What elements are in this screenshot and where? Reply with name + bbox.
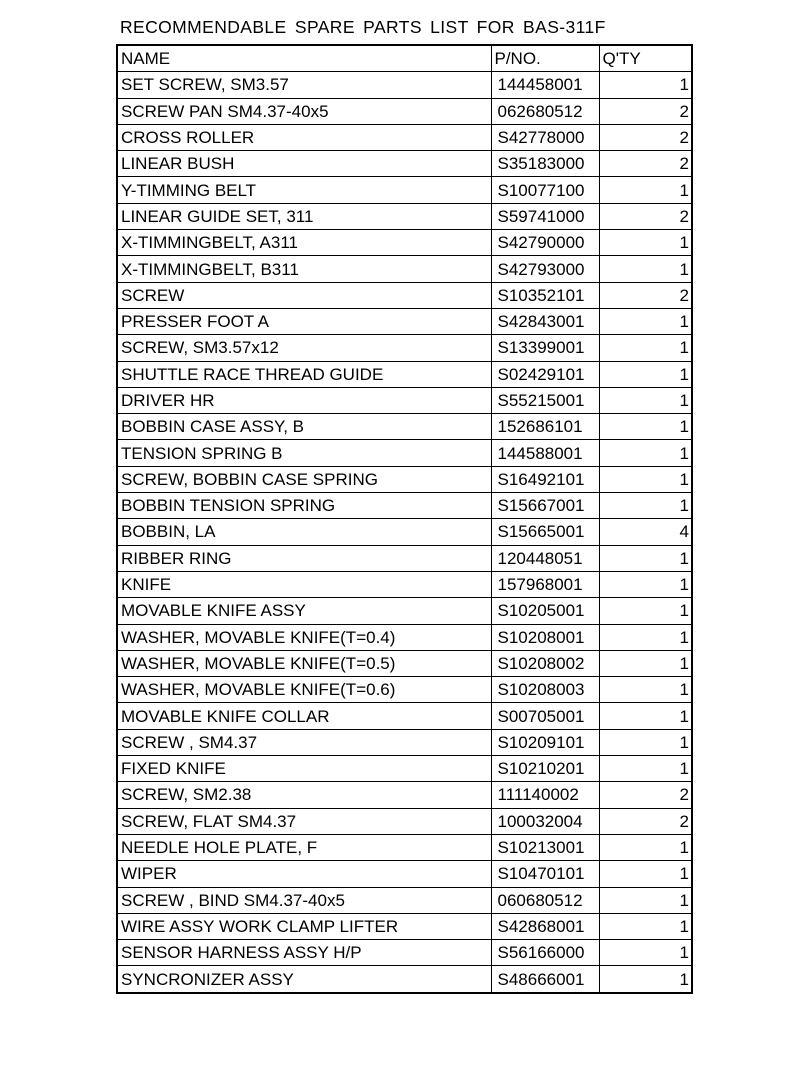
table-row	[117, 861, 692, 887]
table-row	[117, 203, 692, 229]
part-name-cell: WASHER, MOVABLE KNIFE(T=0.4)	[117, 624, 491, 650]
part-name-cell: MOVABLE KNIFE COLLAR	[117, 703, 491, 729]
part-name-cell: KNIFE	[117, 571, 491, 597]
part-number-cell: S42868001	[491, 913, 599, 939]
part-number-cell: S10205001	[491, 598, 599, 624]
spare-parts-table	[116, 44, 693, 994]
part-name-cell: TENSION SPRING B	[117, 440, 491, 466]
part-name-cell: BOBBIN CASE ASSY, B	[117, 414, 491, 440]
part-name-cell: DRIVER HR	[117, 387, 491, 413]
quantity-cell: 1	[599, 177, 692, 203]
quantity-cell: 1	[599, 230, 692, 256]
table-row	[117, 440, 692, 466]
quantity-cell: 2	[599, 124, 692, 150]
part-number-cell: 120448051	[491, 545, 599, 571]
part-name-cell: X-TIMMINGBELT, A311	[117, 230, 491, 256]
quantity-cell: 1	[599, 940, 692, 966]
part-number-cell: S42790000	[491, 230, 599, 256]
part-name-cell: SCREW, BOBBIN CASE SPRING	[117, 466, 491, 492]
quantity-cell: 1	[599, 650, 692, 676]
quantity-cell: 1	[599, 361, 692, 387]
table-row	[117, 887, 692, 913]
quantity-cell: 2	[599, 98, 692, 124]
part-name-cell: SCREW PAN SM4.37-40x5	[117, 98, 491, 124]
part-name-cell: LINEAR GUIDE SET, 311	[117, 203, 491, 229]
quantity-cell: 1	[599, 335, 692, 361]
quantity-cell: 1	[599, 966, 692, 993]
quantity-cell: 1	[599, 887, 692, 913]
quantity-cell: 1	[599, 703, 692, 729]
table-row	[117, 308, 692, 334]
part-name-cell: PRESSER FOOT A	[117, 308, 491, 334]
table-row	[117, 177, 692, 203]
quantity-cell: 1	[599, 387, 692, 413]
table-row	[117, 361, 692, 387]
part-number-cell: S02429101	[491, 361, 599, 387]
part-number-cell: S48666001	[491, 966, 599, 993]
part-name-cell: NEEDLE HOLE PLATE, F	[117, 834, 491, 860]
part-number-cell: S10210201	[491, 756, 599, 782]
quantity-cell: 1	[599, 756, 692, 782]
table-row	[117, 493, 692, 519]
quantity-cell: 2	[599, 151, 692, 177]
part-number-cell: S42778000	[491, 124, 599, 150]
part-number-cell: S00705001	[491, 703, 599, 729]
part-number-cell: S10208001	[491, 624, 599, 650]
quantity-cell: 2	[599, 203, 692, 229]
part-number-cell: S56166000	[491, 940, 599, 966]
part-number-cell: S10208003	[491, 677, 599, 703]
table-row	[117, 624, 692, 650]
part-name-cell: WASHER, MOVABLE KNIFE(T=0.6)	[117, 677, 491, 703]
quantity-cell: 1	[599, 861, 692, 887]
table-row	[117, 98, 692, 124]
quantity-cell: 1	[599, 729, 692, 755]
part-name-cell: BOBBIN, LA	[117, 519, 491, 545]
table-row	[117, 124, 692, 150]
table-row	[117, 729, 692, 755]
part-number-cell: S10077100	[491, 177, 599, 203]
part-name-cell: Y-TIMMING BELT	[117, 177, 491, 203]
part-number-cell: S35183000	[491, 151, 599, 177]
table-row	[117, 598, 692, 624]
quantity-cell: 1	[599, 624, 692, 650]
quantity-cell: 1	[599, 256, 692, 282]
quantity-cell: 1	[599, 677, 692, 703]
part-number-cell: S42793000	[491, 256, 599, 282]
quantity-cell: 4	[599, 519, 692, 545]
part-name-cell: SCREW, FLAT SM4.37	[117, 808, 491, 834]
table-row	[117, 335, 692, 361]
table-row	[117, 571, 692, 597]
quantity-cell: 1	[599, 598, 692, 624]
table-row	[117, 756, 692, 782]
table-row	[117, 940, 692, 966]
quantity-cell: 1	[599, 913, 692, 939]
table-row	[117, 72, 692, 98]
part-name-cell: X-TIMMINGBELT, B311	[117, 256, 491, 282]
part-name-cell: WASHER, MOVABLE KNIFE(T=0.5)	[117, 650, 491, 676]
quantity-cell: 1	[599, 834, 692, 860]
column-header-name: NAME	[117, 45, 491, 72]
part-name-cell: WIPER	[117, 861, 491, 887]
quantity-cell: 2	[599, 808, 692, 834]
part-number-cell: S15665001	[491, 519, 599, 545]
column-header-part-no: P/NO.	[491, 45, 599, 72]
quantity-cell: 2	[599, 782, 692, 808]
table-row	[117, 256, 692, 282]
table-row	[117, 966, 692, 993]
part-number-cell: 100032004	[491, 808, 599, 834]
part-number-cell: 144588001	[491, 440, 599, 466]
quantity-cell: 1	[599, 545, 692, 571]
quantity-cell: 1	[599, 72, 692, 98]
document-title: RECOMMENDABLE SPARE PARTS LIST FOR BAS-311F	[120, 17, 606, 37]
part-name-cell: MOVABLE KNIFE ASSY	[117, 598, 491, 624]
table-row	[117, 808, 692, 834]
table-row	[117, 677, 692, 703]
part-name-cell: FIXED KNIFE	[117, 756, 491, 782]
table-body	[117, 72, 692, 993]
table-row	[117, 414, 692, 440]
table-row	[117, 519, 692, 545]
quantity-cell: 1	[599, 414, 692, 440]
table-header-row	[117, 45, 692, 72]
part-name-cell: SENSOR HARNESS ASSY H/P	[117, 940, 491, 966]
part-number-cell: S15667001	[491, 493, 599, 519]
part-number-cell: S42843001	[491, 308, 599, 334]
table-row	[117, 782, 692, 808]
table-row	[117, 282, 692, 308]
table-row	[117, 545, 692, 571]
column-header-qty: Q'TY	[599, 45, 692, 72]
part-name-cell: SCREW, SM2.38	[117, 782, 491, 808]
table-row	[117, 151, 692, 177]
part-number-cell: S16492101	[491, 466, 599, 492]
table-row	[117, 703, 692, 729]
part-name-cell: SCREW , BIND SM4.37-40x5	[117, 887, 491, 913]
table-row	[117, 387, 692, 413]
part-number-cell: S13399001	[491, 335, 599, 361]
part-number-cell: S10352101	[491, 282, 599, 308]
part-number-cell: 060680512	[491, 887, 599, 913]
quantity-cell: 1	[599, 440, 692, 466]
part-number-cell: 152686101	[491, 414, 599, 440]
table-row	[117, 650, 692, 676]
part-name-cell: SCREW , SM4.37	[117, 729, 491, 755]
part-number-cell: S59741000	[491, 203, 599, 229]
part-number-cell: 111140002	[491, 782, 599, 808]
table-row	[117, 466, 692, 492]
part-name-cell: SHUTTLE RACE THREAD GUIDE	[117, 361, 491, 387]
part-number-cell: S10209101	[491, 729, 599, 755]
part-name-cell: CROSS ROLLER	[117, 124, 491, 150]
part-number-cell: S10470101	[491, 861, 599, 887]
table-row	[117, 230, 692, 256]
table-row	[117, 913, 692, 939]
part-number-cell: 157968001	[491, 571, 599, 597]
part-name-cell: SYNCRONIZER ASSY	[117, 966, 491, 993]
quantity-cell: 1	[599, 466, 692, 492]
quantity-cell: 2	[599, 282, 692, 308]
part-number-cell: 062680512	[491, 98, 599, 124]
part-number-cell: S10213001	[491, 834, 599, 860]
part-number-cell: S10208002	[491, 650, 599, 676]
quantity-cell: 1	[599, 571, 692, 597]
part-name-cell: LINEAR BUSH	[117, 151, 491, 177]
quantity-cell: 1	[599, 308, 692, 334]
part-name-cell: SET SCREW, SM3.57	[117, 72, 491, 98]
part-name-cell: WIRE ASSY WORK CLAMP LIFTER	[117, 913, 491, 939]
part-name-cell: SCREW	[117, 282, 491, 308]
quantity-cell: 1	[599, 493, 692, 519]
table-row	[117, 834, 692, 860]
part-name-cell: SCREW, SM3.57x12	[117, 335, 491, 361]
part-name-cell: BOBBIN TENSION SPRING	[117, 493, 491, 519]
part-name-cell: RIBBER RING	[117, 545, 491, 571]
part-number-cell: 144458001	[491, 72, 599, 98]
part-number-cell: S55215001	[491, 387, 599, 413]
